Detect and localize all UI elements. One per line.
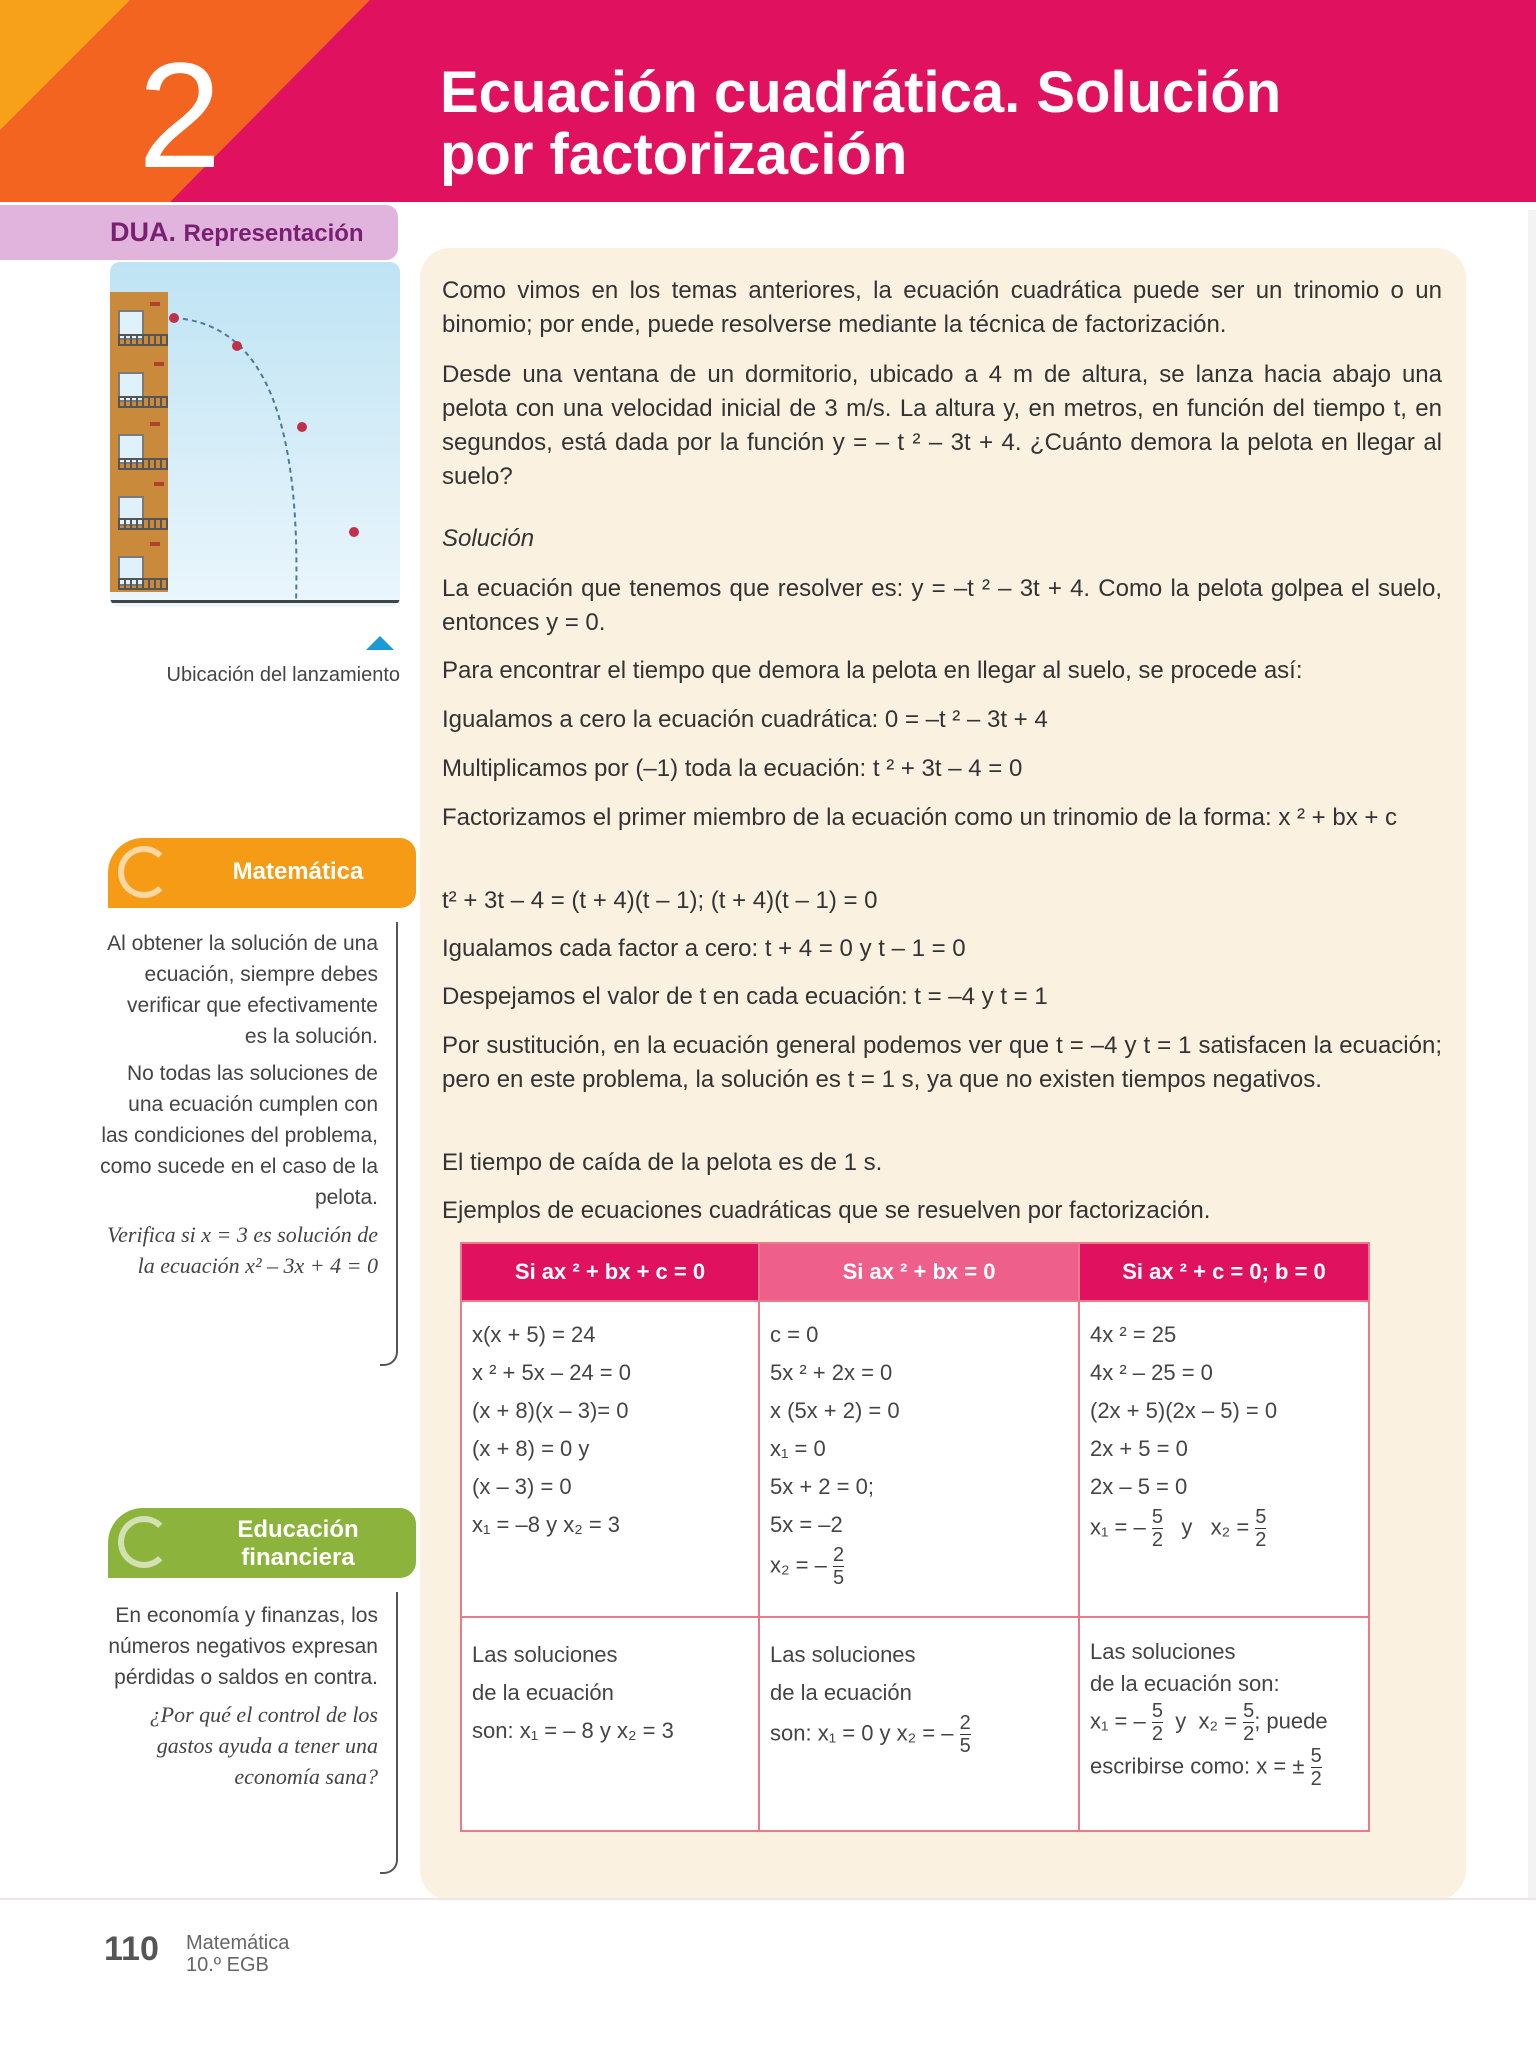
solution-text: x₁ = – xyxy=(1090,1708,1146,1734)
solution-step9: Por sustitución, en la ecuación general podemos ver que t = –4 y t = 1 satisfacen la ecuación; pero en este problema, la solución es t = 1 s, ya que no existen tiempos negativos. xyxy=(442,1032,1442,1093)
fraction-den: 2 xyxy=(1243,1723,1255,1745)
solution-step1: La ecuación que tenemos que resolver es: y = –t ² – 3t + 4. Como la pelota golpea el suelo, entonces y = 0. xyxy=(442,575,1442,636)
matematica-question: Verifica si x = 3 es solución de la ecuación x² – 3x + 4 = 0 xyxy=(107,1222,378,1278)
table-cell xyxy=(1079,1617,1369,1831)
finanzas-title-line2: financiera xyxy=(241,1544,355,1571)
trajectory xyxy=(110,262,400,607)
equation-line xyxy=(1090,1506,1358,1551)
equation-line: (2x + 5)(2x – 5) = 0 xyxy=(1090,1398,1278,1423)
chapter-header xyxy=(0,0,1536,202)
problem-paragraph: Desde una ventana de un dormitorio, ubicado a 4 m de altura, se lanza hacia abajo una pelota con una velocidad inicial de 3 m/s. La altura y, en metros, en función del tiempo t, en segundos, está dada por la función y = – t ² – 3t + 4. ¿Cuánto demora la pelota en llegar al suelo? xyxy=(442,361,1442,490)
table-cell xyxy=(461,1301,759,1617)
solution-line: Las soluciones xyxy=(770,1642,916,1667)
equation-line: 5x + 2 = 0; xyxy=(770,1474,874,1499)
solution-step7: Igualamos cada factor a cero: t + 4 = 0 y t – 1 = 0 xyxy=(442,935,966,962)
finanzas-question: ¿Por qué el control de los gastos ayuda a tener una economía sana? xyxy=(149,1702,378,1789)
dua-bar xyxy=(0,205,398,260)
fraction-num: 5 xyxy=(1255,1506,1267,1528)
page-title-line1: Ecuación cuadrática. Solución xyxy=(440,60,1282,125)
footer-meta xyxy=(186,1932,289,1976)
matematica-header xyxy=(108,838,416,908)
equation-line: x₁ = 0 xyxy=(770,1436,826,1461)
chapter-number: 2 xyxy=(138,31,222,199)
fraction xyxy=(1243,1700,1254,1745)
solution-line: Las soluciones xyxy=(1090,1639,1236,1664)
equation-text: x₂ = – xyxy=(770,1552,827,1578)
matematica-p2: No todas las soluciones de una ecuación cumplen con las condiciones del problema, como sucede en el caso de la pelota. xyxy=(100,1062,378,1209)
c-logo-icon xyxy=(118,846,170,898)
fraction-den: 2 xyxy=(1310,1768,1322,1790)
ground-line xyxy=(110,600,400,603)
footer-divider xyxy=(0,1898,1536,1900)
finanzas-border xyxy=(380,1592,398,1874)
page-number: 110 xyxy=(104,1930,159,1968)
equation-text: y xyxy=(1181,1514,1193,1540)
fraction-den: 5 xyxy=(959,1735,971,1757)
fraction-num: 2 xyxy=(832,1544,845,1566)
fraction-den: 2 xyxy=(1255,1529,1267,1551)
equation-line: (x + 8) = 0 y xyxy=(472,1436,590,1461)
solution-step2: Para encontrar el tiempo que demora la pelota en llegar al suelo, se procede así: xyxy=(442,657,1303,684)
table-header: Si ax ² + bx = 0 xyxy=(759,1243,1079,1301)
solution-line: Las soluciones xyxy=(472,1642,618,1667)
equation-line: 2x + 5 = 0 xyxy=(1090,1436,1188,1461)
fraction xyxy=(1152,1700,1163,1745)
equation-line: x ² + 5x – 24 = 0 xyxy=(472,1360,631,1385)
equation-line: x(x + 5) = 24 xyxy=(472,1322,596,1347)
solution-line: de la ecuación son: xyxy=(1090,1671,1280,1696)
fraction-num: 2 xyxy=(959,1712,971,1734)
fraction-num: 5 xyxy=(1243,1700,1255,1722)
solution-line: de la ecuación xyxy=(472,1680,614,1705)
equation-line: x (5x + 2) = 0 xyxy=(770,1398,900,1423)
ball xyxy=(232,341,242,351)
fraction-den: 2 xyxy=(1151,1529,1163,1551)
fraction xyxy=(833,1544,844,1589)
ball xyxy=(297,422,307,432)
solution-text: x₂ = xyxy=(1198,1708,1237,1734)
table-header: Si ax ² + c = 0; b = 0 xyxy=(1079,1243,1369,1301)
footer-grade: 10.º EGB xyxy=(186,1954,269,1976)
launch-illustration xyxy=(110,262,400,607)
equation-line: (x – 3) = 0 xyxy=(472,1474,572,1499)
solution-text: x = ± xyxy=(1256,1753,1305,1779)
fraction-num: 5 xyxy=(1151,1506,1163,1528)
solution-conclusion: El tiempo de caída de la pelota es de 1 s. xyxy=(442,1149,883,1176)
examples-intro: Ejemplos de ecuaciones cuadráticas que se resuelven por factorización. xyxy=(442,1197,1211,1224)
finanzas-text xyxy=(100,1600,378,1792)
equation-text: x₂ = xyxy=(1210,1514,1250,1540)
fraction xyxy=(1311,1745,1322,1790)
solution-text: y xyxy=(1175,1708,1187,1734)
equation-line: 5x = –2 xyxy=(770,1512,843,1537)
fraction xyxy=(960,1712,971,1757)
equation-line: 2x – 5 = 0 xyxy=(1090,1474,1188,1499)
solution-line xyxy=(1090,1700,1358,1745)
finanzas-title-line1: Educación xyxy=(237,1516,359,1543)
table-header-row xyxy=(461,1243,1369,1301)
equation-line: c = 0 xyxy=(770,1322,819,1347)
table-cell xyxy=(759,1301,1079,1617)
table-header: Si ax ² + bx + c = 0 xyxy=(461,1243,759,1301)
finanzas-p1: En economía y finanzas, los números negativos expresan pérdidas o saldos en contra. xyxy=(108,1604,378,1689)
fraction-den: 5 xyxy=(832,1567,845,1589)
equation-line: x₁ = –8 y x₂ = 3 xyxy=(472,1512,621,1537)
solution-text: ; puede xyxy=(1254,1708,1328,1734)
solution-step3: Igualamos a cero la ecuación cuadrática: 0 = –t ² – 3t + 4 xyxy=(442,706,1048,733)
ball xyxy=(169,313,179,323)
table-row xyxy=(461,1617,1369,1831)
matematica-text xyxy=(100,928,378,1281)
dua-rest: Representación xyxy=(183,220,364,247)
ic-logo-icon xyxy=(118,1516,170,1568)
dua-label xyxy=(110,217,364,248)
equation-text: x₁ = – xyxy=(1090,1514,1146,1540)
solution-heading: Solución xyxy=(442,525,535,552)
solution-line xyxy=(1090,1745,1358,1790)
equation-line xyxy=(770,1544,1068,1589)
fraction xyxy=(1255,1506,1266,1551)
equation-line: 5x ² + 2x = 0 xyxy=(770,1360,893,1385)
equation-line: (x + 8)(x – 3)= 0 xyxy=(472,1398,629,1423)
matematica-title: Matemática xyxy=(232,858,364,885)
fraction-den: 2 xyxy=(1151,1723,1163,1745)
fraction xyxy=(1152,1506,1163,1551)
solution-step4: Multiplicamos por (–1) toda la ecuación: t ² + 3t – 4 = 0 xyxy=(442,755,1023,782)
intro-paragraph: Como vimos en los temas anteriores, la ecuación cuadrática puede ser un trinomio o un binomio; por ende, puede resolverse mediante la técnica de factorización. xyxy=(442,277,1442,338)
solution-text: escribirse como: xyxy=(1090,1753,1251,1779)
finanzas-title xyxy=(198,1516,398,1572)
equation-line: 4x ² – 25 = 0 xyxy=(1090,1360,1213,1385)
fraction-num: 5 xyxy=(1151,1700,1163,1722)
solution-step6: t² + 3t – 4 = (t + 4)(t – 1); (t + 4)(t – 1) = 0 xyxy=(442,887,878,914)
table-cell xyxy=(461,1617,759,1831)
examples-table xyxy=(460,1242,1370,1832)
finanzas-header xyxy=(108,1508,416,1578)
footer-subject: Matemática xyxy=(186,1932,290,1954)
dua-bold: DUA. xyxy=(110,217,176,247)
solution-text: son: x₁ = 0 y x₂ = – xyxy=(770,1720,954,1746)
solution-line xyxy=(770,1712,1068,1757)
solution-line: de la ecuación xyxy=(770,1680,912,1705)
equation-line: 4x ² = 25 xyxy=(1090,1322,1177,1347)
solution-line: son: x₁ = – 8 y x₂ = 3 xyxy=(472,1718,674,1743)
triangle-marker-icon xyxy=(366,636,394,650)
table-row xyxy=(461,1301,1369,1617)
page-edge xyxy=(1528,210,1536,1900)
ball xyxy=(349,527,359,537)
solution-step5: Factorizamos el primer miembro de la ecuación como un trinomio de la forma: x ² + bx + c xyxy=(442,804,1398,831)
table-cell xyxy=(759,1617,1079,1831)
table-cell xyxy=(1079,1301,1369,1617)
matematica-border xyxy=(380,922,398,1366)
solution-step8: Despejamos el valor de t en cada ecuación: t = –4 y t = 1 xyxy=(442,983,1048,1010)
fraction-num: 5 xyxy=(1310,1745,1322,1767)
page-title-line2: por factorización xyxy=(440,122,908,187)
matematica-p1: Al obtener la solución de una ecuación, siempre debes verificar que efectivamente es la solución. xyxy=(107,932,378,1048)
page-title xyxy=(440,62,1500,186)
illustration-caption: Ubicación del lanzamiento xyxy=(166,664,400,686)
